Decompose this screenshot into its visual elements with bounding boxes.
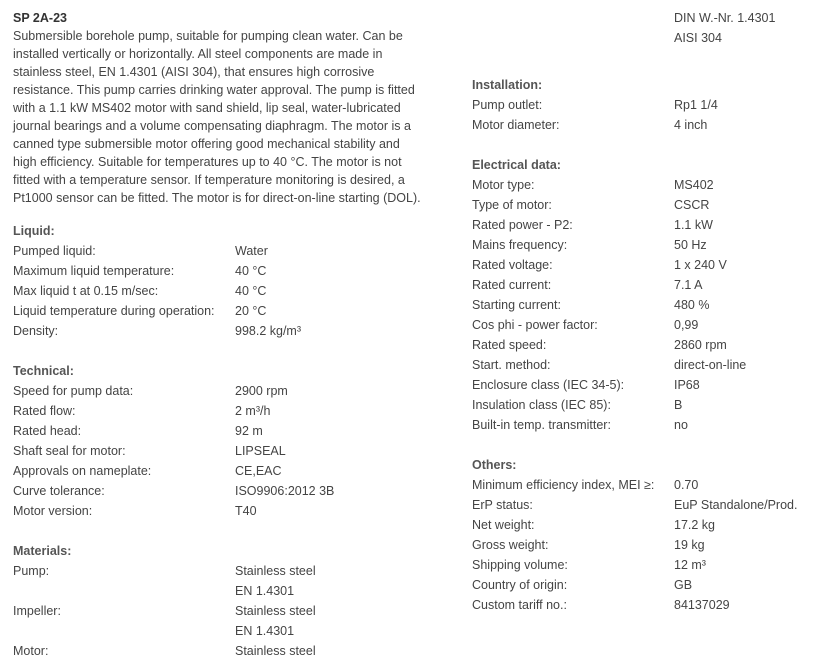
spec-row xyxy=(472,415,822,435)
spec-value: 17.2 kg xyxy=(674,518,716,532)
spec-row xyxy=(472,475,822,495)
spec-value: 0.70 xyxy=(674,478,699,492)
section-heading-electrical: Electrical data: xyxy=(472,158,561,172)
spec-label: Speed for pump data: xyxy=(13,384,134,398)
product-description: Submersible borehole pump, suitable for pumping clean water. Can be installed vertically or horizontally. All steel components are made in stainless steel, EN 1.4301 (AISI 304), that ensures high corrosive resistance. This pump carries drinking water approval. The pump is fitted with a 1.1 kW MS402 motor with sand shield, lip seal, water-lubricated journal bearings and a volume compensating diaphragm. The motor is a canned type submersible motor offering good mechanical stability and high efficiency. Suitable for temperatures up to 40 °C. The motor is not fitted with a temperature sensor. If temperature monitoring is desired, a Pt1000 sensor can be fitted. The motor is for direct-on-line starting (DOL). xyxy=(13,29,421,205)
spec-label: Cos phi - power factor: xyxy=(472,318,598,332)
spec-value: 50 Hz xyxy=(674,238,707,252)
spec-label: Max liquid t at 0.15 m/sec: xyxy=(13,284,159,298)
spec-label: Shipping volume: xyxy=(472,558,568,572)
spec-label: Motor: xyxy=(13,644,49,658)
spec-value: 998.2 kg/m³ xyxy=(235,324,302,338)
spec-value xyxy=(235,561,423,601)
spec-label: Built-in temp. transmitter: xyxy=(472,418,611,432)
section-heading-liquid: Liquid: xyxy=(13,224,55,238)
spec-value: LIPSEAL xyxy=(235,444,286,458)
spec-value: CSCR xyxy=(674,198,710,212)
spec-row xyxy=(13,321,423,341)
spec-label: Rated flow: xyxy=(13,404,76,418)
others-section xyxy=(472,455,822,615)
spec-row xyxy=(13,441,423,461)
spec-value: MS402 xyxy=(674,178,714,192)
spec-row xyxy=(13,421,423,441)
spec-label: Rated voltage: xyxy=(472,258,553,272)
spec-row xyxy=(472,575,822,595)
spec-value xyxy=(235,601,423,641)
spec-value: IP68 xyxy=(674,378,700,392)
spec-label: Approvals on nameplate: xyxy=(13,464,152,478)
spec-row xyxy=(13,501,423,521)
spec-row xyxy=(472,335,822,355)
spec-value: no xyxy=(674,418,688,432)
section-heading-installation: Installation: xyxy=(472,78,543,92)
spec-value: T40 xyxy=(235,504,257,518)
product-title: SP 2A-23 xyxy=(13,11,67,25)
installation-section xyxy=(472,75,822,135)
spec-label: Impeller: xyxy=(13,604,61,618)
spec-value: 19 kg xyxy=(674,538,705,552)
spec-row xyxy=(472,115,822,135)
spec-value-line: EN 1.4301 xyxy=(235,584,295,598)
spec-value: 1 x 240 V xyxy=(674,258,727,272)
spec-label: Rated head: xyxy=(13,424,82,438)
spec-label: Rated speed: xyxy=(472,338,547,352)
spec-label: Insulation class (IEC 85): xyxy=(472,398,611,412)
spec-row xyxy=(472,495,822,515)
spec-row xyxy=(13,641,423,661)
spec-value: 12 m³ xyxy=(674,558,706,572)
material-standard: AISI 304 xyxy=(674,31,722,45)
spec-row xyxy=(13,401,423,421)
spec-value: Rp1 1/4 xyxy=(674,98,718,112)
spec-label: Shaft seal for motor: xyxy=(13,444,126,458)
spec-value: 40 °C xyxy=(235,264,267,278)
spec-row xyxy=(472,235,822,255)
spec-row xyxy=(13,601,423,641)
spec-value-line: Stainless steel xyxy=(235,644,316,658)
spec-value: CE,EAC xyxy=(235,464,282,478)
technical-section xyxy=(13,361,423,521)
spec-label: Rated current: xyxy=(472,278,552,292)
spec-value: GB xyxy=(674,578,693,592)
spec-label: Type of motor: xyxy=(472,198,552,212)
spec-value xyxy=(235,641,423,661)
spec-value: EuP Standalone/Prod. xyxy=(674,498,798,512)
spec-row xyxy=(13,461,423,481)
spec-label: Motor version: xyxy=(13,504,93,518)
spec-row xyxy=(472,175,822,195)
spec-label: Start. method: xyxy=(472,358,551,372)
left-column xyxy=(13,9,423,661)
electrical-section xyxy=(472,155,822,435)
spec-value: 92 m xyxy=(235,424,263,438)
spec-row xyxy=(472,255,822,275)
spec-row xyxy=(472,535,822,555)
spec-value: 20 °C xyxy=(235,304,267,318)
spec-label: Country of origin: xyxy=(472,578,568,592)
spec-value-line: EN 1.4301 xyxy=(235,624,295,638)
section-heading-technical: Technical: xyxy=(13,364,74,378)
spec-row xyxy=(472,515,822,535)
spec-value-line: Stainless steel xyxy=(235,564,316,578)
spec-row xyxy=(472,95,822,115)
spec-value: 40 °C xyxy=(235,284,267,298)
spec-value: 4 inch xyxy=(674,118,708,132)
materials-section xyxy=(13,541,423,661)
spec-row xyxy=(13,561,423,601)
spec-row xyxy=(13,241,423,261)
spec-value: 2860 rpm xyxy=(674,338,727,352)
spec-value: ISO9906:2012 3B xyxy=(235,484,335,498)
spec-value: 84137029 xyxy=(674,598,730,612)
spec-value: 2900 rpm xyxy=(235,384,288,398)
spec-label: Pumped liquid: xyxy=(13,244,96,258)
spec-row xyxy=(472,375,822,395)
section-heading-materials: Materials: xyxy=(13,544,72,558)
spec-row xyxy=(13,261,423,281)
spec-value: B xyxy=(674,398,683,412)
spec-label: Starting current: xyxy=(472,298,561,312)
material-standard: DIN W.-Nr. 1.4301 xyxy=(674,11,776,25)
spec-row xyxy=(472,395,822,415)
spec-value: 7.1 A xyxy=(674,278,703,292)
spec-row xyxy=(472,315,822,335)
spec-label: Curve tolerance: xyxy=(13,484,105,498)
spec-value: 480 % xyxy=(674,298,710,312)
spec-row xyxy=(13,301,423,321)
spec-label: Gross weight: xyxy=(472,538,549,552)
spec-label: ErP status: xyxy=(472,498,533,512)
spec-label: Custom tariff no.: xyxy=(472,598,567,612)
spec-row xyxy=(472,355,822,375)
liquid-section xyxy=(13,221,423,341)
spec-row xyxy=(13,381,423,401)
spec-label: Rated power - P2: xyxy=(472,218,573,232)
spec-value: 0,99 xyxy=(674,318,699,332)
spec-value: Water xyxy=(235,244,268,258)
right-column xyxy=(472,9,822,615)
spec-label: Density: xyxy=(13,324,59,338)
spec-label: Minimum efficiency index, MEI ≥: xyxy=(472,478,655,492)
spec-label: Mains frequency: xyxy=(472,238,568,252)
spec-row xyxy=(472,275,822,295)
spec-row xyxy=(472,195,822,215)
spec-value: 2 m³/h xyxy=(235,404,271,418)
spec-label: Maximum liquid temperature: xyxy=(13,264,175,278)
spec-row xyxy=(472,555,822,575)
spec-label: Liquid temperature during operation: xyxy=(13,304,215,318)
spec-label: Motor diameter: xyxy=(472,118,560,132)
section-heading-others: Others: xyxy=(472,458,517,472)
spec-row xyxy=(13,281,423,301)
spec-label: Motor type: xyxy=(472,178,535,192)
spec-row xyxy=(472,595,822,615)
spec-value: direct-on-line xyxy=(674,358,747,372)
spec-value: 1.1 kW xyxy=(674,218,713,232)
spec-value-line: Stainless steel xyxy=(235,604,316,618)
spec-label: Net weight: xyxy=(472,518,535,532)
spec-label: Enclosure class (IEC 34-5): xyxy=(472,378,625,392)
spec-row xyxy=(472,295,822,315)
spec-label: Pump: xyxy=(13,564,50,578)
spec-label: Pump outlet: xyxy=(472,98,543,112)
spec-row xyxy=(472,215,822,235)
spec-row xyxy=(13,481,423,501)
